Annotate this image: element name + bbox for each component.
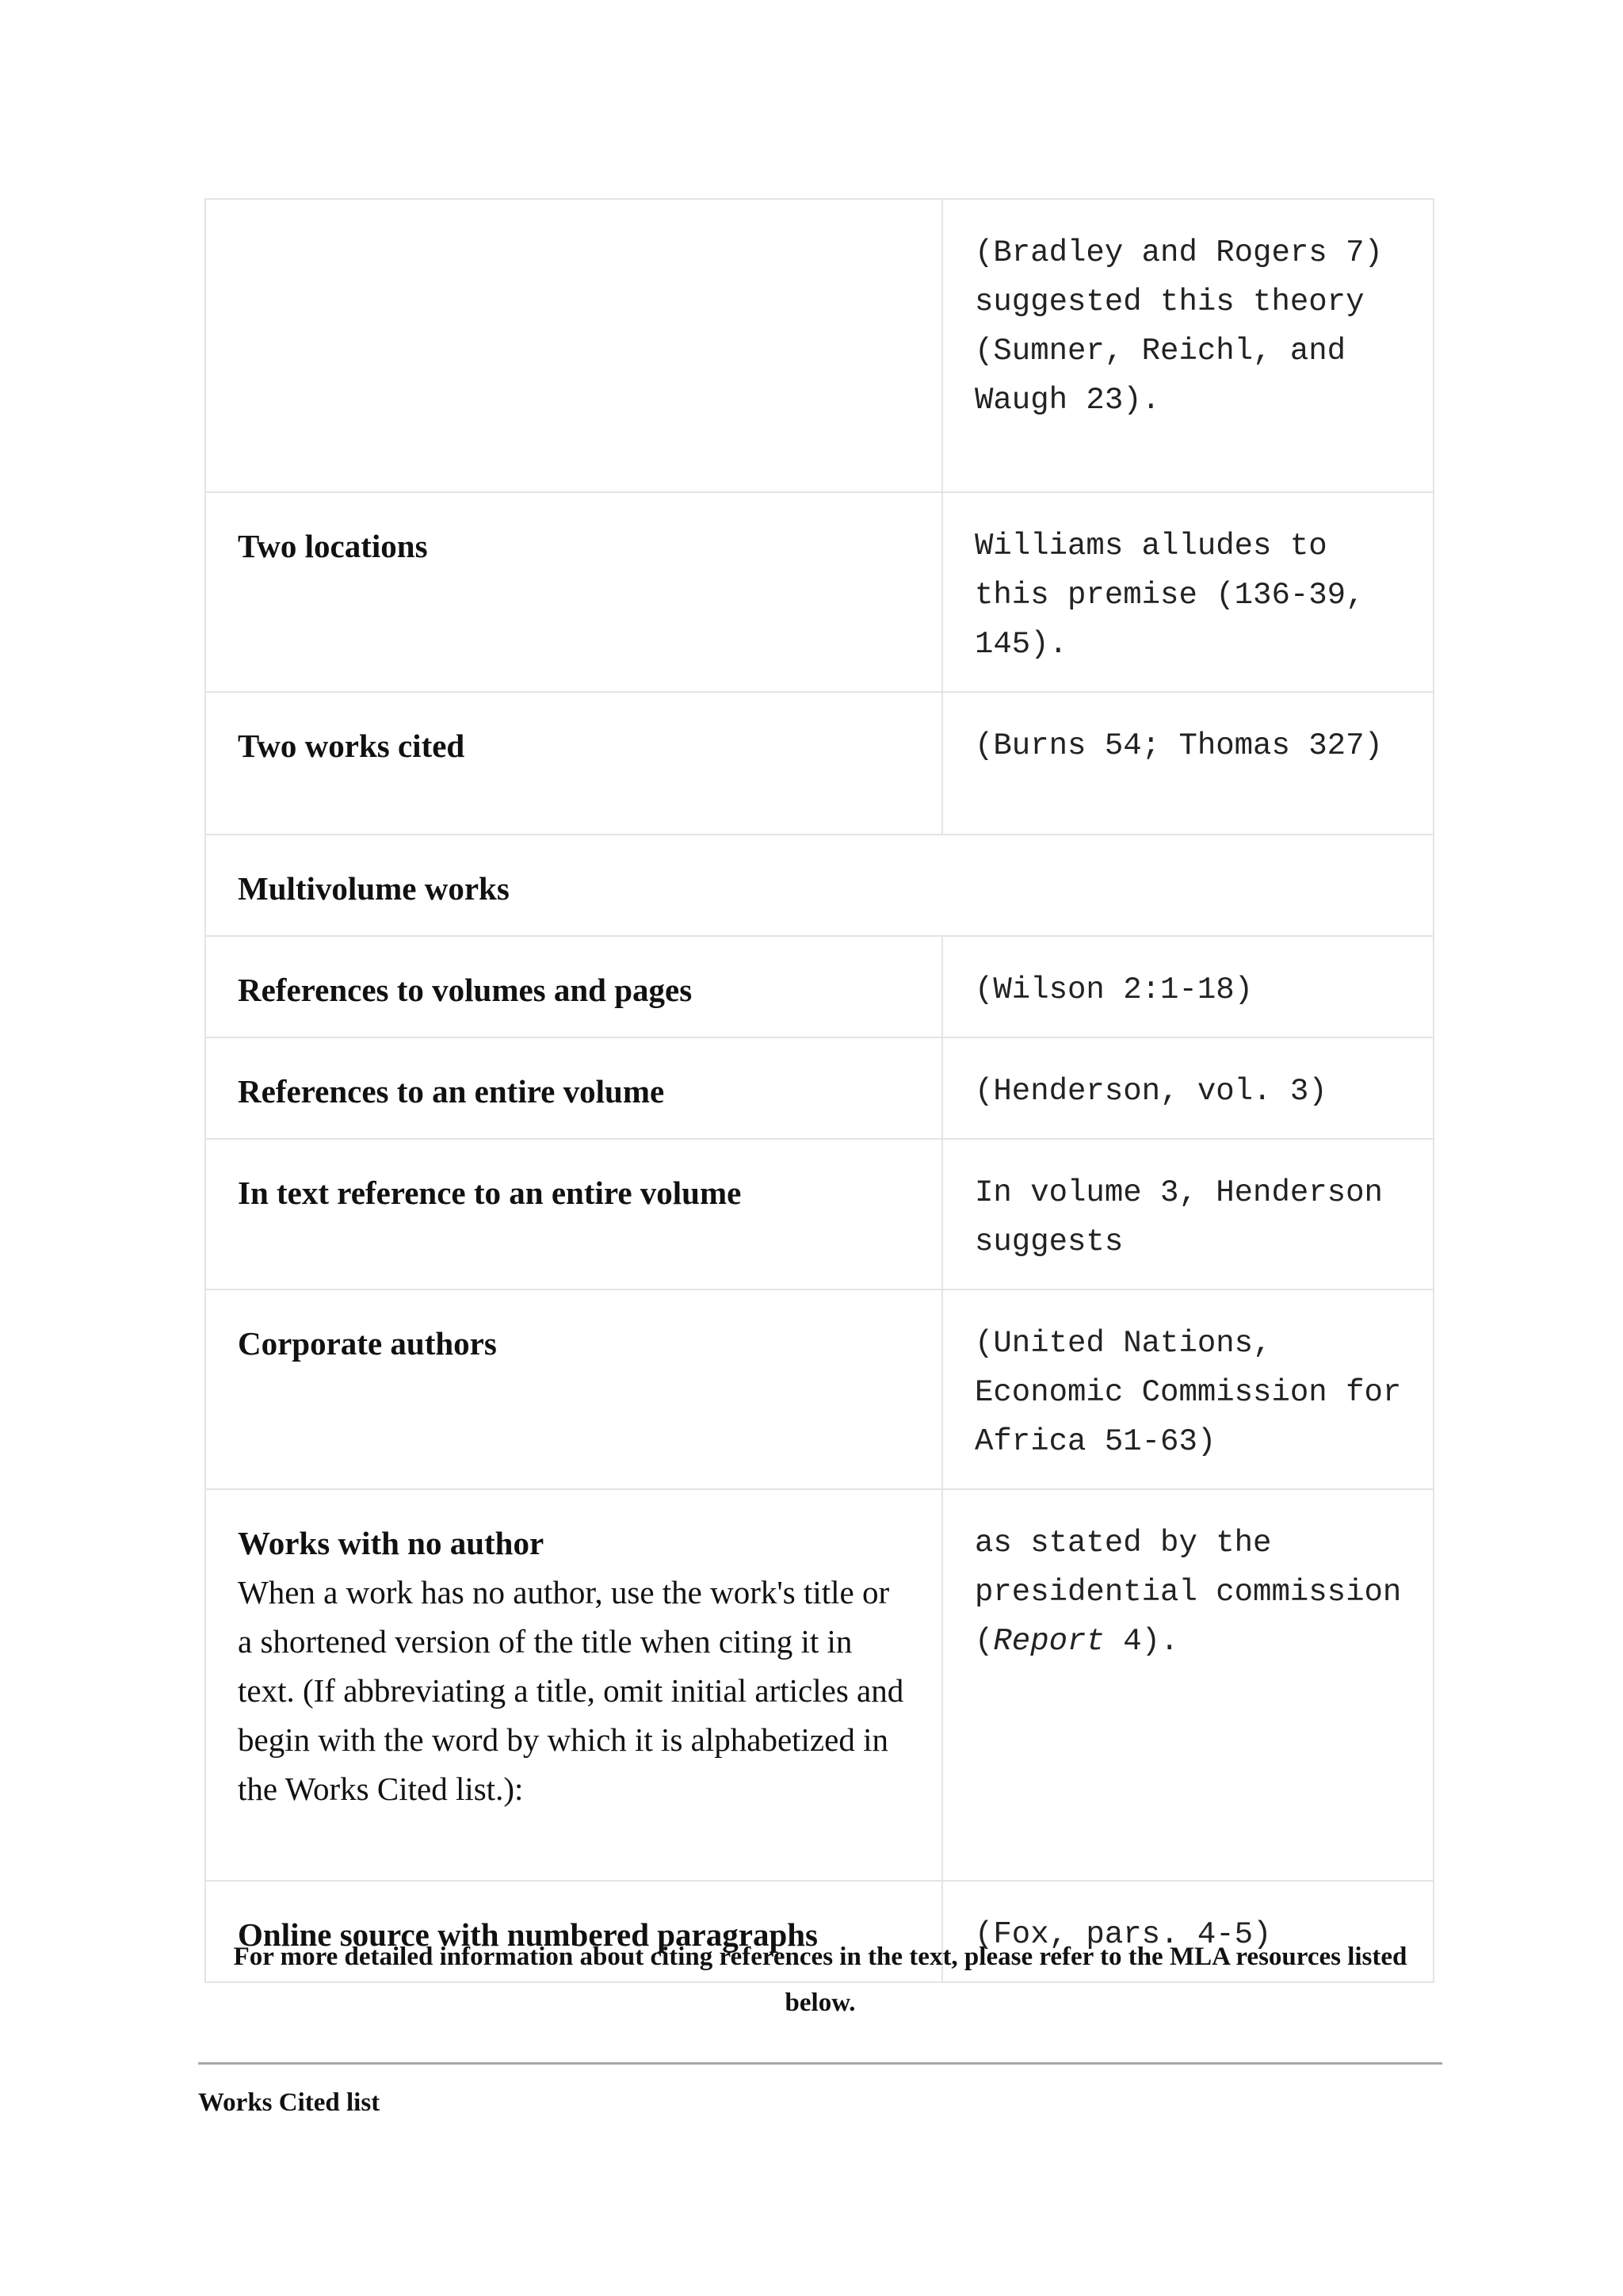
citation-example: (Burns 54; Thomas 327) bbox=[975, 728, 1383, 763]
section-row-cell bbox=[205, 835, 1434, 936]
row-label: In text reference to an entire volume bbox=[238, 1175, 742, 1211]
citation-example: Williams alludes to this premise (136-39, 145). bbox=[975, 529, 1365, 662]
label-cell bbox=[205, 1289, 942, 1489]
label-cell bbox=[205, 1489, 942, 1881]
citation-example: (Henderson, vol. 3) bbox=[975, 1074, 1327, 1109]
section-heading: Works Cited list bbox=[198, 2088, 380, 2117]
row-label: Works with no author bbox=[238, 1525, 544, 1561]
example-text: as stated by the presidential commission ( bbox=[975, 1526, 1402, 1659]
citation-example: (Wilson 2:1-18) bbox=[975, 972, 1254, 1007]
table-row bbox=[205, 1037, 1434, 1139]
citation-examples-table bbox=[204, 198, 1434, 1983]
table-row bbox=[205, 692, 1434, 835]
label-cell bbox=[205, 692, 942, 835]
example-cell bbox=[942, 1139, 1434, 1289]
example-italic-title: Report bbox=[993, 1624, 1105, 1659]
citation-example: In volume 3, Henderson suggests bbox=[975, 1175, 1383, 1259]
table-row bbox=[205, 492, 1434, 692]
example-cell bbox=[942, 492, 1434, 692]
label-cell bbox=[205, 199, 942, 492]
citation-example: (Fox, pars. 4-5) bbox=[975, 1917, 1272, 1952]
example-text: 4). bbox=[1104, 1624, 1179, 1659]
table-row bbox=[205, 1139, 1434, 1289]
table-row bbox=[205, 1289, 1434, 1489]
example-cell bbox=[942, 199, 1434, 492]
row-description: When a work has no author, use the work's title or a shortened version of the title when citing it in text. (If abbreviating a title, omit initial articles and begin with the word by which it is alphabetized in the Works Cited list.): bbox=[238, 1574, 904, 1807]
divider bbox=[198, 2062, 1442, 2065]
row-label: Two works cited bbox=[238, 728, 465, 764]
citation-example bbox=[975, 1519, 1409, 1666]
label-cell bbox=[205, 936, 942, 1037]
row-label: Multivolume works bbox=[238, 870, 510, 907]
example-cell bbox=[942, 1489, 1434, 1881]
example-cell bbox=[942, 1289, 1434, 1489]
citation-example: (United Nations, Economic Commission for Africa 51-63) bbox=[975, 1326, 1402, 1459]
row-label: Corporate authors bbox=[238, 1325, 497, 1362]
example-cell bbox=[942, 936, 1434, 1037]
row-label: Two locations bbox=[238, 528, 428, 564]
table-row bbox=[205, 835, 1434, 936]
label-cell bbox=[205, 492, 942, 692]
label-cell bbox=[205, 1037, 942, 1139]
footer-note: For more detailed information about citing references in the text, please refer to the MLA resources listed below. bbox=[233, 1943, 1407, 2017]
row-label: Online source with numbered paragraphs bbox=[238, 1916, 819, 1953]
row-label: References to volumes and pages bbox=[238, 972, 693, 1008]
table-row bbox=[205, 936, 1434, 1037]
table-row bbox=[205, 199, 1434, 492]
table-row bbox=[205, 1489, 1434, 1881]
citation-example: (Bradley and Rogers 7) suggested this theory (Sumner, Reichl, and Waugh 23). bbox=[975, 235, 1383, 418]
label-cell bbox=[205, 1139, 942, 1289]
example-cell bbox=[942, 1037, 1434, 1139]
row-label: References to an entire volume bbox=[238, 1073, 665, 1110]
example-cell bbox=[942, 692, 1434, 835]
